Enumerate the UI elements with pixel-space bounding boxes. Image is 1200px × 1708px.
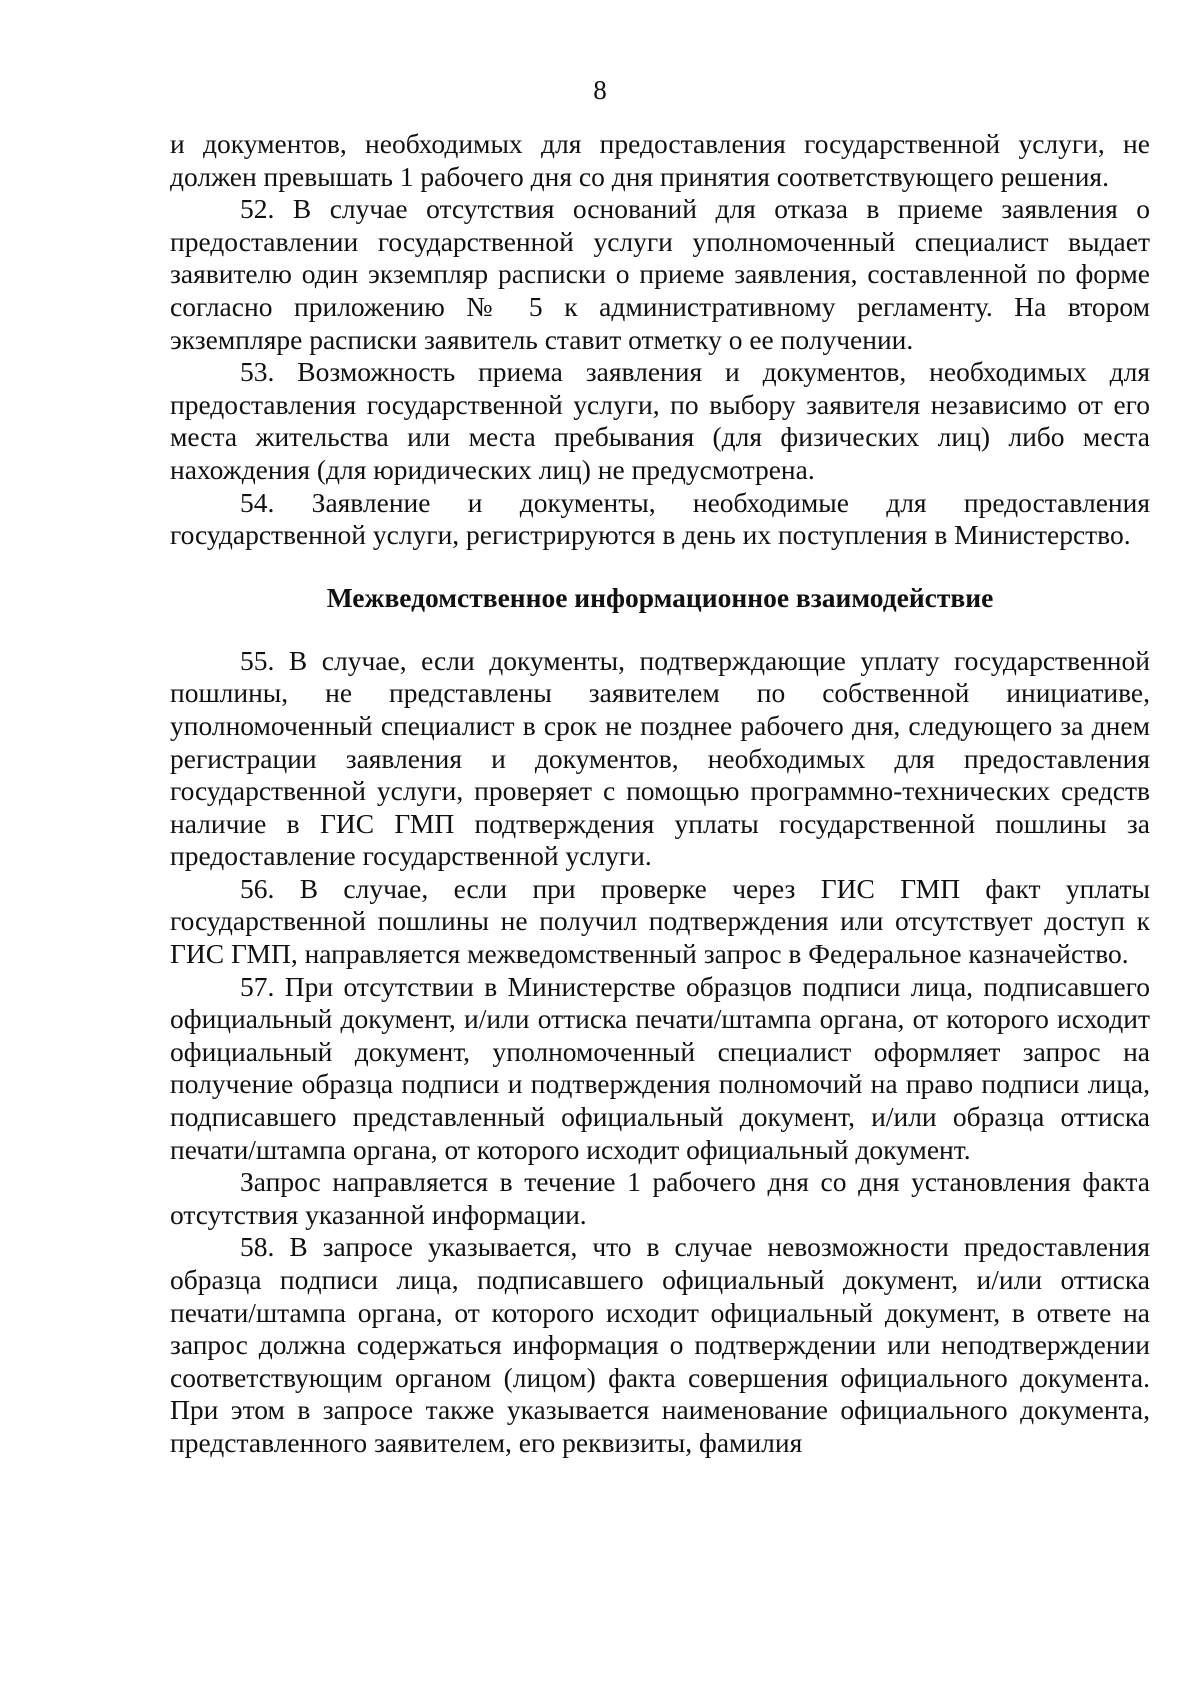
section-heading: Межведомственное информационное взаимодействие (326, 581, 994, 613)
paragraph-58: 58. В запросе указывается, что в случае невозможности предоставления образца подписи лица, подписавшего официальный документ, и/или оттиска печати/штампа органа, от которого исходит официальный документ, в ответе на запрос должна содержаться информация о подтверждении или неподтверждении соответствующим органом (лицом) факта совершения официального документа. При этом в запросе также указывается наименование официального документа, представленного заявителем, его реквизиты, фамилия (170, 1231, 1150, 1458)
paragraph-52: 52. В случае отсутствия оснований для отказа в приеме заявления о предоставлении государственной услуги уполномоченный специалист выдает заявителю один экземпляр расписки о приеме заявления, составленной по форме согласно приложению № 5 к административному регламенту. На втором экземпляре расписки заявитель ставит отметку о ее получении. (170, 193, 1150, 355)
paragraph-57: 57. При отсутствии в Министерстве образцов подписи лица, подписавшего официальный документ, и/или оттиска печати/штампа органа, от которого исходит официальный документ, уполномоченный специалист оформляет запрос на получение образца подписи и подтверждения полномочий на право подписи лица, подписавшего представленный официальный документ, и/или образца оттиска печати/штампа органа, от которого исходит официальный документ. (170, 970, 1150, 1165)
paragraph-56: 56. В случае, если при проверке через ГИС ГМП факт уплаты государственной пошлины не получил подтверждения или отсутствует доступ к ГИС ГМП, направляется межведомственный запрос в Федеральное казначейство. (170, 872, 1150, 970)
paragraph-54: 54. Заявление и документы, необходимые для предоставления государственной услуги, регистрируются в день их поступления в Министерство. (170, 486, 1150, 551)
document-body (170, 128, 1150, 1460)
paragraph-continuation: и документов, необходимых для предоставления государственной услуги, не должен превышать 1 рабочего дня со дня принятия соответствующего решения. (170, 128, 1150, 192)
paragraph-57-request: Запрос направляется в течение 1 рабочего дня со дня установления факта отсутствия указанной информации. (170, 1166, 1150, 1230)
page-number: 8 (593, 75, 607, 105)
paragraph-55: 55. В случае, если документы, подтверждающие уплату государственной пошлины, не представлены заявителем по собственной инициативе, уполномоченный специалист в срок не позднее рабочего дня, следующего за днем регистрации заявления и документов, необходимых для предоставления государственной услуги, проверяет с помощью программно-технических средств наличие в ГИС ГМП подтверждения уплаты государственной пошлины за предоставление государственной услуги. (170, 644, 1150, 872)
paragraph-53: 53. Возможность приема заявления и документов, необходимых для предоставления государственной услуги, по выбору заявителя независимо от его места жительства или места пребывания (для физических лиц) либо места нахождения (для юридических лиц) не предусмотрена. (170, 356, 1150, 485)
